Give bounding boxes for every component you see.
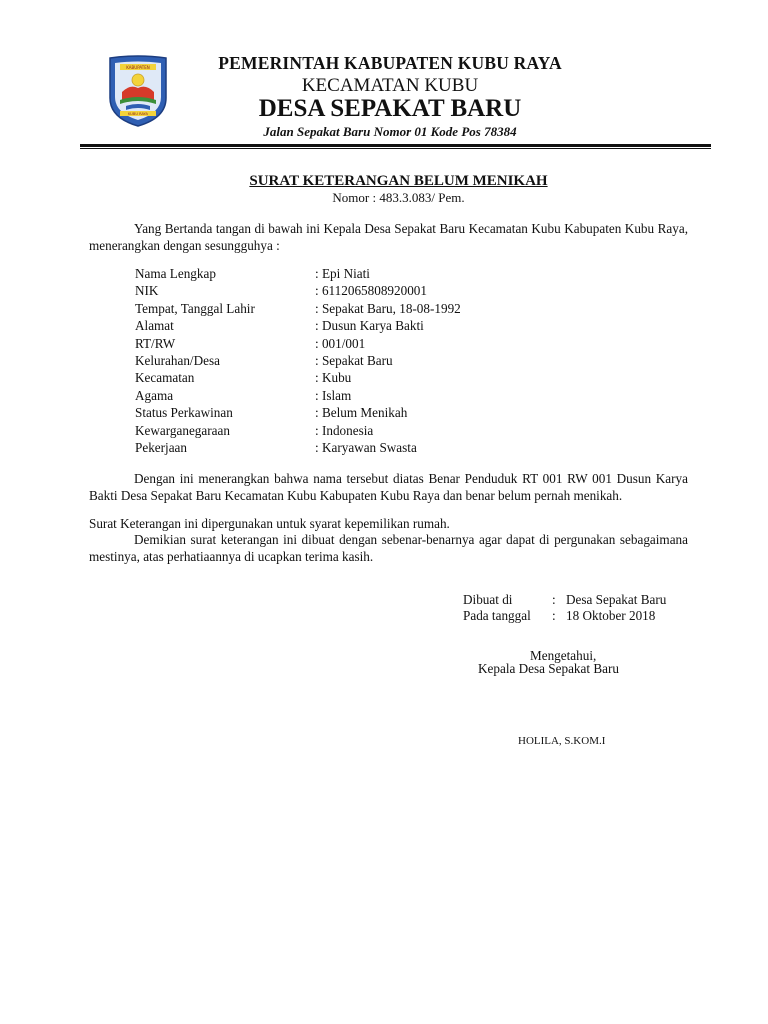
- date-row: [463, 608, 656, 624]
- field-value: : Kubu: [315, 370, 352, 386]
- field-value: : Sepakat Baru: [315, 352, 393, 368]
- letter-title: SURAT KETERANGAN BELUM MENIKAH: [249, 173, 548, 189]
- purpose-paragraph: Surat Keterangan ini dipergunakan untuk syarat kepemilikan rumah.: [89, 516, 450, 531]
- logo-top-text: KABUPATEN: [126, 65, 150, 70]
- signer-name: HOLILA, S.KOM.I: [518, 735, 606, 747]
- field-value: : Sepakat Baru, 18-08-1992: [315, 300, 461, 316]
- header-subdistrict: KECAMATAN KUBU: [301, 75, 479, 96]
- field-label: Agama: [135, 387, 174, 403]
- made-at-label: Dibuat di: [463, 592, 513, 607]
- acknowledged-label: Mengetahui,: [530, 648, 597, 663]
- made-at-row: [463, 592, 667, 608]
- made-at-colon: :: [552, 592, 556, 607]
- date-colon: :: [552, 608, 556, 623]
- field-label: Kelurahan/Desa: [135, 352, 220, 368]
- field-label: Status Perkawinan: [135, 405, 233, 421]
- field-label: Pekerjaan: [135, 439, 187, 455]
- kubu-raya-emblem-logo: [106, 54, 170, 128]
- field-label: Alamat: [135, 318, 174, 334]
- intro-paragraph: Yang Bertanda tangan di bawah ini Kepala Desa Sepakat Baru Kecamatan Kubu Kabupaten Kubu Raya, menerangkan dengan sesungguhya :: [89, 221, 688, 253]
- field-value: : Dusun Karya Bakti: [315, 318, 424, 334]
- date-value: 18 Oktober 2018: [566, 608, 656, 623]
- field-label: Kewarganegaraan: [135, 422, 230, 438]
- field-value: : Epi Niati: [315, 266, 370, 281]
- letter-number: Nomor : 483.3.083/ Pem.: [332, 190, 465, 205]
- field-label: RT/RW: [135, 335, 176, 351]
- field-value: : 6112065808920001: [315, 283, 427, 299]
- field-value: : 001/001: [315, 335, 366, 351]
- field-value: : Islam: [315, 387, 352, 403]
- statement-paragraph: Dengan ini menerangkan bahwa nama tersebut diatas Benar Penduduk RT 001 RW 001 Dusun Karya Bakti Desa Sepakat Baru Kecamatan Kubu Kabupaten Kubu Raya dan benar belum pernah menikah.: [89, 471, 688, 503]
- field-label: Tempat, Tanggal Lahir: [135, 300, 255, 316]
- field-label: Nama Lengkap: [135, 266, 216, 281]
- field-value: : Belum Menikah: [315, 405, 408, 421]
- date-label: Pada tanggal: [463, 608, 531, 623]
- field-value: : Indonesia: [315, 422, 374, 438]
- made-at-value: Desa Sepakat Baru: [566, 592, 667, 607]
- header-rule-thin: [80, 148, 711, 149]
- field-value: : Karyawan Swasta: [315, 439, 417, 455]
- field-label: NIK: [135, 283, 159, 299]
- field-label: Kecamatan: [135, 370, 195, 386]
- closing-paragraph: Demikian surat keterangan ini dibuat dengan sebenar-benarnya agar dapat di pergunakan sebagaimana mestinya, atas perhatiaannya di ucapkan terima kasih.: [89, 532, 688, 564]
- signer-position: Kepala Desa Sepakat Baru: [478, 661, 619, 676]
- header-village: DESA SEPAKAT BARU: [258, 95, 522, 122]
- header-rule-thick: [80, 144, 711, 147]
- header-government: PEMERINTAH KABUPATEN KUBU RAYA: [218, 53, 562, 73]
- logo-bottom-text: KUBU RAYA: [127, 112, 149, 116]
- header-address: Jalan Sepakat Baru Nomor 01 Kode Pos 78384: [263, 124, 517, 139]
